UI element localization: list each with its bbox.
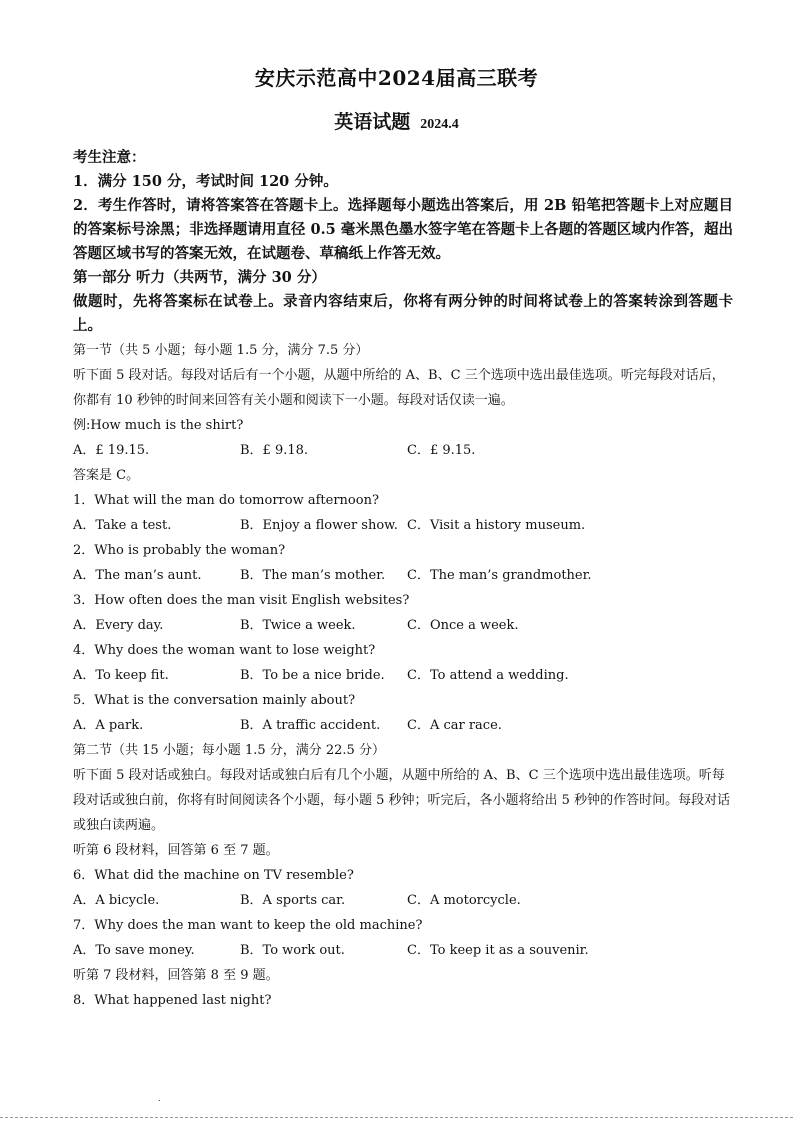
option-a: A．The man’s aunt. [73, 568, 202, 583]
option-b: B．A traffic accident. [240, 718, 381, 733]
option-a: A．A bicycle. [73, 893, 160, 908]
notice-item-1: 1．满分 150 分，考试时间 120 分钟。 [73, 173, 338, 190]
option-c: C．Visit a history museum. [407, 518, 586, 533]
footer-mark: . [158, 1094, 161, 1103]
section1-instruction: 听下面 5 段对话。每段对话后有一个小题，从题中所给的 A、B、C 三个选项中选出最佳选项。听完每段对话后，你都有 10 秒钟的时间来回答有关小题和阅读下一小题。每段对话仅读一遍。 [73, 368, 725, 408]
exam-subtitle [0, 107, 793, 134]
option-b: B．Enjoy a flower show. [240, 518, 398, 533]
question-3-options [73, 613, 733, 638]
part1-heading: 第一部分 听力（共两节，满分 30 分） [73, 269, 326, 286]
question-1: 1．What will the man do tomorrow afternoon? [73, 493, 379, 508]
question-3: 3．How often does the man visit English websites? [73, 593, 410, 608]
option-b: B．£ 9.18. [240, 443, 309, 458]
option-a: A．To keep fit. [73, 668, 169, 683]
section2-instruction: 听下面 5 段对话或独白。每段对话或独白后有几个小题，从题中所给的 A、B、C 三个选项中选出最佳选项。听每段对话或独白前，你将有时间阅读各个小题，每小题 5 秒钟；听完后，各小题将给出 5 秒钟的作答时间。每段对话或独白读两遍。 [73, 768, 731, 833]
question-1-options [73, 513, 733, 538]
question-4: 4．Why does the woman want to lose weight? [73, 643, 376, 658]
question-8: 8．What happened last night? [73, 993, 272, 1008]
option-b: B．Twice a week. [240, 618, 356, 633]
option-c: C．Once a week. [407, 618, 519, 633]
question-4-options [73, 663, 733, 688]
option-a: A．Take a test. [73, 518, 172, 533]
option-c: C．£ 9.15. [407, 443, 476, 458]
question-7: 7．Why does the man want to keep the old machine? [73, 918, 423, 933]
question-5: 5．What is the conversation mainly about? [73, 693, 356, 708]
example-options [73, 438, 733, 463]
example-question: 例:How much is the shirt? [73, 418, 244, 433]
question-7-options [73, 938, 733, 963]
exam-title: 安庆示范高中2024届高三联考 [254, 66, 539, 90]
option-b: B．To be a nice bride. [240, 668, 385, 683]
option-c: C．To keep it as a souvenir. [407, 943, 589, 958]
option-a: A．Every day. [73, 618, 164, 633]
material-7-note: 听第 7 段材料，回答第 8 至 9 题。 [73, 968, 279, 983]
page-bottom-rule [0, 1117, 793, 1118]
option-c: C．A motorcycle. [407, 893, 521, 908]
notice-item-2: 2．考生作答时，请将答案答在答题卡上。选择题每小题选出答案后，用 2B 铅笔把答题卡上对应题目的答案标号涂黑；非选择题请用直径 0.5 毫米黑色墨水签字笔在答题卡上各题的答题区域内作答，超出答题区域书写的答案无效，在试题卷、草稿纸上作答无效。 [73, 197, 733, 262]
subject-title: 英语试题 [334, 111, 411, 133]
notice-heading: 考生注意： [73, 149, 146, 166]
section2-heading: 第二节（共 15 小题；每小题 1.5 分，满分 22.5 分） [73, 743, 385, 758]
section1-heading: 第一节（共 5 小题；每小题 1.5 分，满分 7.5 分） [73, 343, 369, 358]
option-c: C．A car race. [407, 718, 502, 733]
question-5-options [73, 713, 733, 738]
question-2-options [73, 563, 733, 588]
exam-body [73, 146, 733, 1013]
option-a: A．£ 19.15. [73, 443, 150, 458]
question-6: 6．What did the machine on TV resemble? [73, 868, 354, 883]
option-a: A．A park. [73, 718, 144, 733]
option-b: B．The man’s mother. [240, 568, 386, 583]
option-c: C．To attend a wedding. [407, 668, 569, 683]
option-b: B．A sports car. [240, 893, 346, 908]
example-answer: 答案是 C。 [73, 468, 140, 483]
question-2: 2．Who is probably the woman? [73, 543, 286, 558]
material-6-note: 听第 6 段材料，回答第 6 至 7 题。 [73, 843, 279, 858]
option-c: C．The man’s grandmother. [407, 568, 592, 583]
question-6-options [73, 888, 733, 913]
option-a: A．To save money. [73, 943, 195, 958]
exam-date: 2024.4 [420, 117, 459, 132]
option-b: B．To work out. [240, 943, 345, 958]
part1-instruction: 做题时，先将答案标在试卷上。录音内容结束后，你将有两分钟的时间将试卷上的答案转涂到答题卡上。 [73, 293, 733, 334]
